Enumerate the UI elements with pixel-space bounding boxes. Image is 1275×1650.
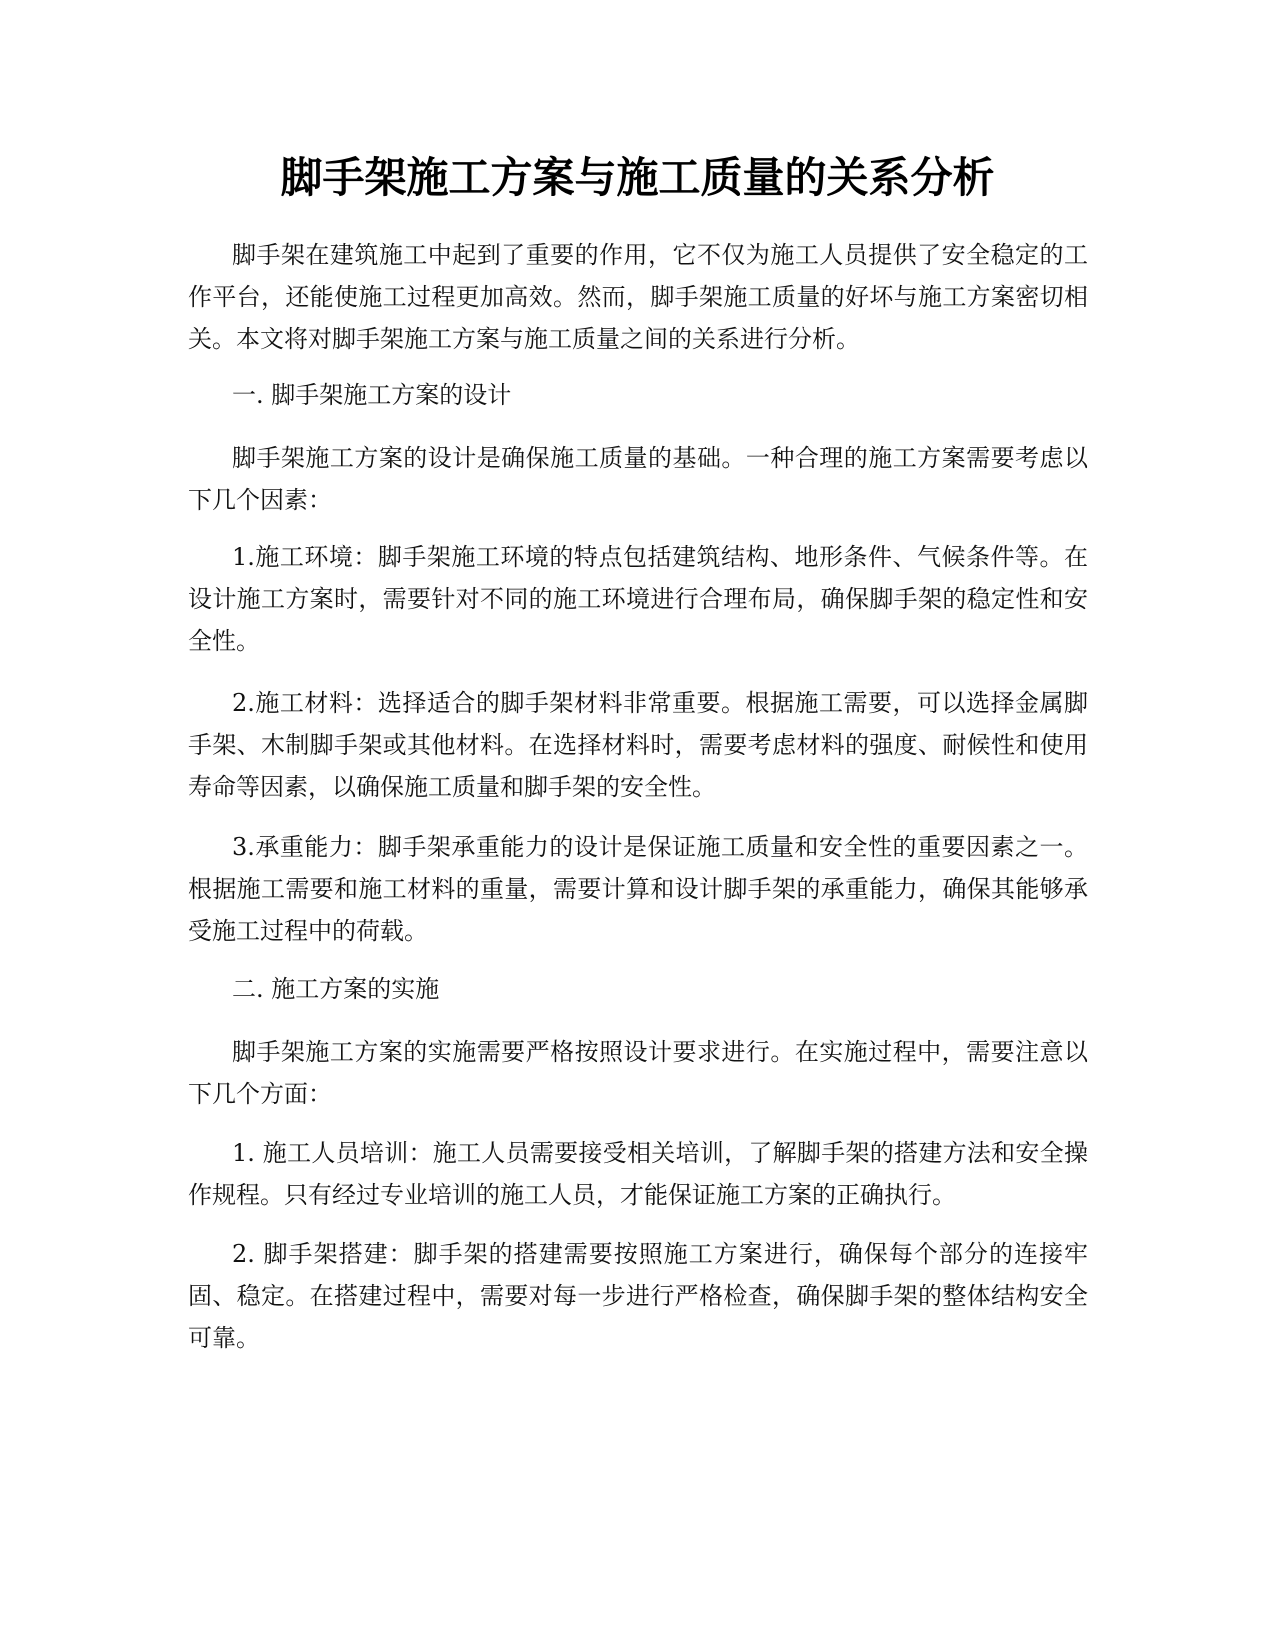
list-item-environment: 1.施工环境：脚手架施工环境的特点包括建筑结构、地形条件、气候条件等。在设计施工方案时，需要针对不同的施工环境进行合理布局，确保脚手架的稳定性和安全性。 — [188, 543, 1088, 655]
intro-paragraph: 脚手架在建筑施工中起到了重要的作用，它不仅为施工人员提供了安全稳定的工作平台，还能使施工过程更加高效。然而，脚手架施工质量的好坏与施工方案密切相关。本文将对脚手架施工方案与施工质量之间的关系进行分析。 — [188, 241, 1088, 353]
list-item-materials: 2.施工材料：选择适合的脚手架材料非常重要。根据施工需要，可以选择金属脚手架、木制脚手架或其他材料。在选择材料时，需要考虑材料的强度、耐候性和使用寿命等因素，以确保施工质量和脚手架的安全性。 — [188, 689, 1088, 801]
document-title: 脚手架施工方案与施工质量的关系分析 — [280, 153, 995, 202]
list-item-load-capacity: 3.承重能力：脚手架承重能力的设计是保证施工质量和安全性的重要因素之一。根据施工需要和施工材料的重量，需要计算和设计脚手架的承重能力，确保其能够承受施工过程中的荷载。 — [188, 833, 1088, 945]
paragraph-implementation: 脚手架施工方案的实施需要严格按照设计要求进行。在实施过程中，需要注意以下几个方面： — [188, 1038, 1088, 1108]
section-heading-1: 一. 脚手架施工方案的设计 — [232, 381, 512, 409]
list-item-erection: 2. 脚手架搭建：脚手架的搭建需要按照施工方案进行，确保每个部分的连接牢固、稳定。在搭建过程中，需要对每一步进行严格检查，确保脚手架的整体结构安全可靠。 — [188, 1240, 1088, 1352]
paragraph-design: 脚手架施工方案的设计是确保施工质量的基础。一种合理的施工方案需要考虑以下几个因素： — [188, 444, 1088, 514]
list-item-training: 1. 施工人员培训：施工人员需要接受相关培训，了解脚手架的搭建方法和安全操作规程。只有经过专业培训的施工人员，才能保证施工方案的正确执行。 — [188, 1139, 1088, 1209]
section-heading-2: 二. 施工方案的实施 — [232, 975, 440, 1003]
